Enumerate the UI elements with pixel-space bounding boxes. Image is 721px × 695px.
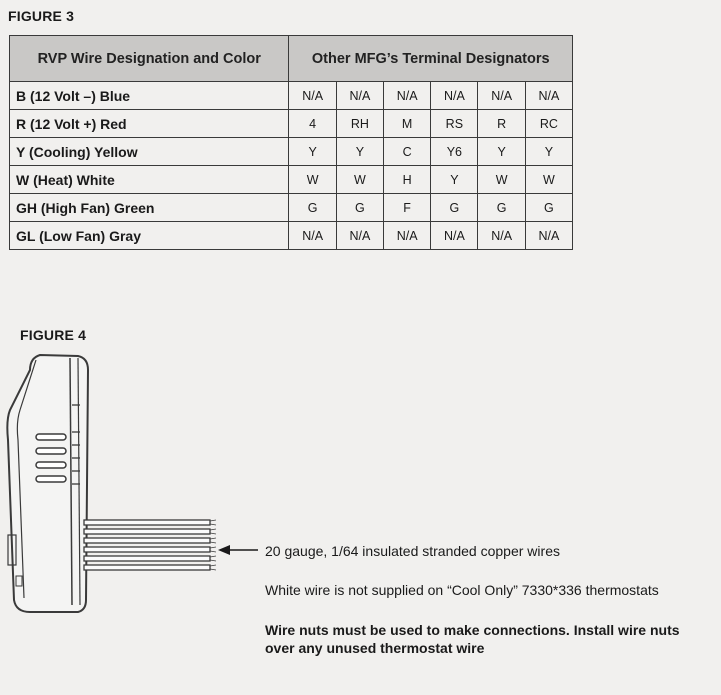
table-row xyxy=(10,110,573,138)
terminal-code: W xyxy=(289,166,336,194)
terminal-code: W xyxy=(336,166,383,194)
terminal-code: N/A xyxy=(289,82,336,110)
table-row xyxy=(10,82,573,110)
white-wire-note: White wire is not supplied on “Cool Only” 7330*336 thermostats xyxy=(265,582,659,598)
header-rvp-wire: RVP Wire Designation and Color xyxy=(10,36,289,82)
terminal-code: RH xyxy=(336,110,383,138)
terminal-code: Y xyxy=(478,138,525,166)
thermostat-wires xyxy=(84,520,210,570)
terminal-code: N/A xyxy=(478,222,525,250)
terminal-code: Y xyxy=(431,166,478,194)
terminal-code: N/A xyxy=(525,222,572,250)
terminal-code: G xyxy=(525,194,572,222)
figure-3-title: FIGURE 3 xyxy=(8,8,75,24)
wire-designation: GH (High Fan) Green xyxy=(10,194,289,222)
terminal-code: N/A xyxy=(336,222,383,250)
thermostat-side-illustration xyxy=(0,350,260,620)
terminal-code: G xyxy=(478,194,525,222)
terminal-code: C xyxy=(383,138,430,166)
terminal-code: N/A xyxy=(478,82,525,110)
terminal-code: Y6 xyxy=(431,138,478,166)
figure-4-title: FIGURE 4 xyxy=(20,327,87,343)
terminal-code: Y xyxy=(336,138,383,166)
terminal-code: N/A xyxy=(336,82,383,110)
table-row xyxy=(10,222,573,250)
terminal-code: N/A xyxy=(383,82,430,110)
terminal-code: N/A xyxy=(383,222,430,250)
terminal-code: G xyxy=(431,194,478,222)
terminal-code: G xyxy=(289,194,336,222)
wire-callout-arrow-icon xyxy=(218,545,258,555)
terminal-code: F xyxy=(383,194,430,222)
table-row xyxy=(10,166,573,194)
stranded-wire-ends xyxy=(210,520,216,570)
table-header-row xyxy=(10,36,573,82)
terminal-code: Y xyxy=(289,138,336,166)
terminal-code: G xyxy=(336,194,383,222)
terminal-code: N/A xyxy=(431,82,478,110)
terminal-code: N/A xyxy=(431,222,478,250)
wire-nuts-note: Wire nuts must be used to make connections. Install wire nuts over any unused thermostat wire xyxy=(265,622,680,656)
terminal-code: M xyxy=(383,110,430,138)
terminal-code: N/A xyxy=(289,222,336,250)
terminal-code: 4 xyxy=(289,110,336,138)
wire-designation: W (Heat) White xyxy=(10,166,289,194)
terminal-code: R xyxy=(478,110,525,138)
terminal-code: RS xyxy=(431,110,478,138)
table-row xyxy=(10,138,573,166)
wire-designation: GL (Low Fan) Gray xyxy=(10,222,289,250)
table-row xyxy=(10,194,573,222)
wire-gauge-callout: 20 gauge, 1/64 insulated stranded copper wires xyxy=(265,543,560,559)
terminal-designator-table xyxy=(9,35,573,250)
table-body xyxy=(10,82,573,250)
wire-designation: R (12 Volt +) Red xyxy=(10,110,289,138)
header-other-mfg: Other MFG’s Terminal Designators xyxy=(289,36,573,82)
wire-designation: Y (Cooling) Yellow xyxy=(10,138,289,166)
terminal-code: Y xyxy=(525,138,572,166)
terminal-code: RC xyxy=(525,110,572,138)
terminal-code: W xyxy=(525,166,572,194)
terminal-code: W xyxy=(478,166,525,194)
wire-designation: B (12 Volt –) Blue xyxy=(10,82,289,110)
terminal-code: H xyxy=(383,166,430,194)
terminal-code: N/A xyxy=(525,82,572,110)
